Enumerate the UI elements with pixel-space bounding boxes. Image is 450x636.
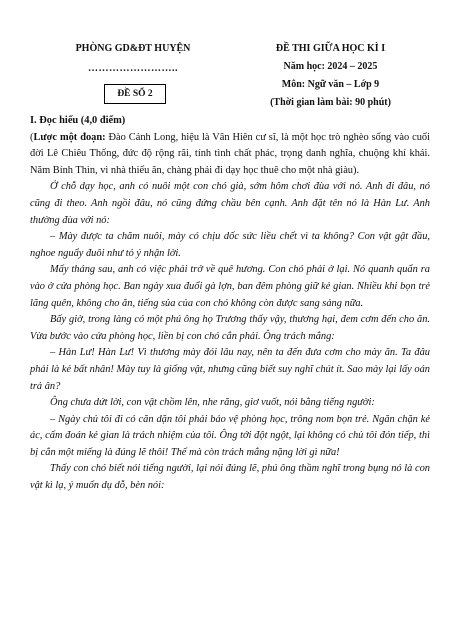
passage-paragraph: Mấy tháng sau, anh có việc phải trở về quê hương. Con chó phải ở lại. Nó quanh quẩn ra vào ở cửa phòng học. Ban ngày xua đuổi gà lợn, ban đêm phòng giữ kẻ gian. Nhiều khi bọn trẻ lãng quên, không cho ăn, tiếng sủa của con chó không còn được sang sảng nữa. xyxy=(30,264,430,309)
district-blank: …………………….. xyxy=(88,63,178,74)
section-title: I. Đọc hiểu (4,0 điểm) xyxy=(30,115,126,126)
intro-open-paren: ( xyxy=(30,131,34,143)
intro-text: Đào Cảnh Long, hiệu là Vân Hiên cư sĩ, là một học trò nghèo sống vào cuối đời Lê Chiêu Thống, đức độ rộng rãi, tính tình chất phác, trọng danh nghĩa, chuộng khí khái. Năm Bính Thìn, vì nhà thiếu ăn, chàng phải đi dạy học thuê cho một nhà giàu). xyxy=(30,131,430,176)
header-right xyxy=(238,42,423,114)
time-limit: (Thời gian làm bài: 90 phút) xyxy=(270,97,391,108)
passage-paragraph: – Mày được ta chăm nuôi, mày có chịu dốc sức liều chết vì ta không? Con vật gật đầu, nghoe nguẩy đuôi như tỏ ý nhận lời. xyxy=(30,231,430,259)
exam-code-box: ĐỀ SỐ 2 xyxy=(104,84,166,104)
intro-label: Lược một đoạn: xyxy=(33,131,106,143)
school-year: Năm học: 2024 – 2025 xyxy=(283,61,378,72)
passage-paragraph: Ở chỗ dạy học, anh có nuôi một con chó già, sớm hôm chơi đùa với nó. Anh đi đâu, nó cũng đi theo. Anh ngồi đâu, nó cũng đứng chầu bên cạnh. Anh đặt tên nó là Hàn Lư. Anh thường đùa với nó: xyxy=(30,181,430,226)
passage-paragraph: Thấy con chó biết nói tiếng người, lại nói đúng lẽ, phú ông thầm nghĩ trong bụng nó là con vật kì lạ, ý muốn dụ dỗ, bèn nói: xyxy=(30,463,430,492)
department-name: PHÒNG GD&ĐT HUYỆN xyxy=(75,43,191,54)
header-left xyxy=(58,42,208,74)
exam-body xyxy=(30,113,430,495)
exam-title: ĐỀ THI GIỮA HỌC KÌ I xyxy=(275,43,386,54)
passage-paragraph: – Hàn Lư! Hàn Lư! Vì thương mày đói lâu nay, nên ta đến đưa cơm cho mày ăn. Ta đâu phải là kẻ bất nhân! Mày tuy là giống vật, nhưng cũng biết suy nghĩ chút ít. Sao mày lại lấy oán trả ân? xyxy=(30,347,430,392)
passage-paragraph: Ông chưa dứt lời, con vật chồm lên, nhe răng, giơ vuốt, nói bằng tiếng người: xyxy=(50,397,375,409)
intro-paragraph xyxy=(30,130,430,180)
passage-paragraph: Bấy giờ, trong làng có một phú ông họ Trương thấy vậy, thương hại, đem cơm đến cho ăn. Vừa bước vào cửa phòng học, liền bị con chó cắn phải. Ông trách mắng: xyxy=(30,314,430,342)
subject: Môn: Ngữ văn – Lớp 9 xyxy=(281,79,380,90)
passage-paragraph: – Ngày chủ tôi đi có căn dặn tôi phải bảo vệ phòng học, trông nom bọn trẻ. Ngăn chặn kẻ ác, cấm đoán kẻ gian là trách nhiệm của tôi. Ông tới đột ngột, lại không có chủ tôi đón tiếp, thì bị cắn một miếng là đúng lẽ thôi! Thế mà còn trách mắng nặng lời gì nữa! xyxy=(30,413,430,458)
